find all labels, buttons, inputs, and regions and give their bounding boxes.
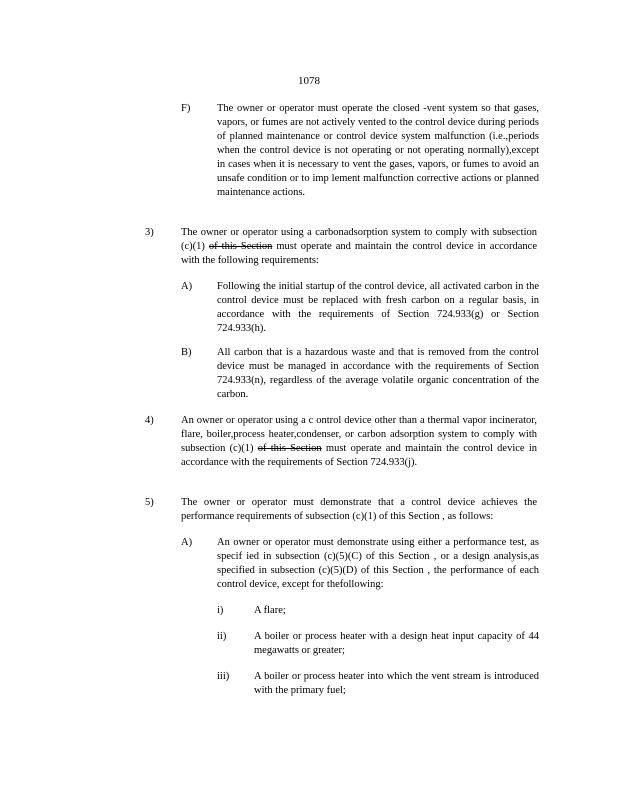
text-before: An owner or operator using a c ontrol device other than a thermal vapor incinerator, flare, boiler,process heater,condenser, or carbon adsorption system to comply with subsection (c)(1) (181, 415, 537, 454)
paragraph-label: ii) (217, 631, 227, 642)
paragraph-text: All carbon that is a hazardous waste and that is removed from the control device must be managed in accordance with the requirements of Section 724.933(n), regardless of the average volatile organic concentration of the carbon. (217, 347, 539, 400)
paragraph-label: B) (181, 347, 192, 358)
paragraph-label: 4) (145, 415, 154, 426)
paragraph-label: F) (181, 103, 191, 114)
paragraph-label: 3) (145, 227, 154, 238)
paragraph-label: i) (217, 605, 224, 616)
paragraph-text (181, 226, 537, 268)
struck-text: of this Section (257, 443, 322, 454)
paragraph-text: An owner or operator must demonstrate using either a performance test, as specif ied in subsection (c)(5)(C) of this Section , or a design analysis,as specified in subsection (c)(5)(D) of this Section , the performance of each control device, except for thefollowing: (217, 537, 539, 590)
paragraph-text: A boiler or process heater with a design heat input capacity of 44 megawatts or greater; (254, 631, 539, 656)
text-after: must operate and maintain the control device in accordance with the following requirements: (181, 241, 538, 266)
paragraph-text: A boiler or process heater into which the vent stream is introduced with the primary fuel; (254, 671, 539, 696)
paragraph-label: A) (181, 281, 193, 292)
struck-text: of this Section (208, 241, 273, 252)
paragraph-text (181, 414, 537, 470)
text-before: The owner or operator using a carbonadsorption system to comply with subsection (c)(1) (181, 227, 537, 252)
text-after: must operate and maintain the control device in accordance with the requirements of Section 724.933(j). (181, 443, 537, 468)
paragraph-label: iii) (217, 671, 230, 682)
page-number: 1078 (298, 75, 320, 87)
paragraph-text: The owner or operator must operate the closed -vent system so that gases, vapors, or fumes are not actively vented to the control device during periods of planned maintenance or control device system malfunction (i.e.,periods when the control device is not operating or not operating normally),except in cases when it is necessary to vent the gases, vapors, or fumes to avoid an unsafe condition or to imp lement malfunction corrective actions or planned maintenance actions. (217, 103, 539, 198)
paragraph-text: A flare; (254, 605, 286, 616)
paragraph-label: A) (181, 537, 193, 548)
paragraph-label: 5) (145, 497, 154, 508)
paragraph-text: Following the initial startup of the control device, all activated carbon in the control device must be replaced with fresh carbon on a regular basis, in accordance with the requirements of Section 724.933(g) or Section 724.933(h). (217, 281, 539, 334)
paragraph-text: The owner or operator must demonstrate that a control device achieves the performance requirements of subsection (c)(1) of this Section , as follows: (181, 497, 537, 522)
